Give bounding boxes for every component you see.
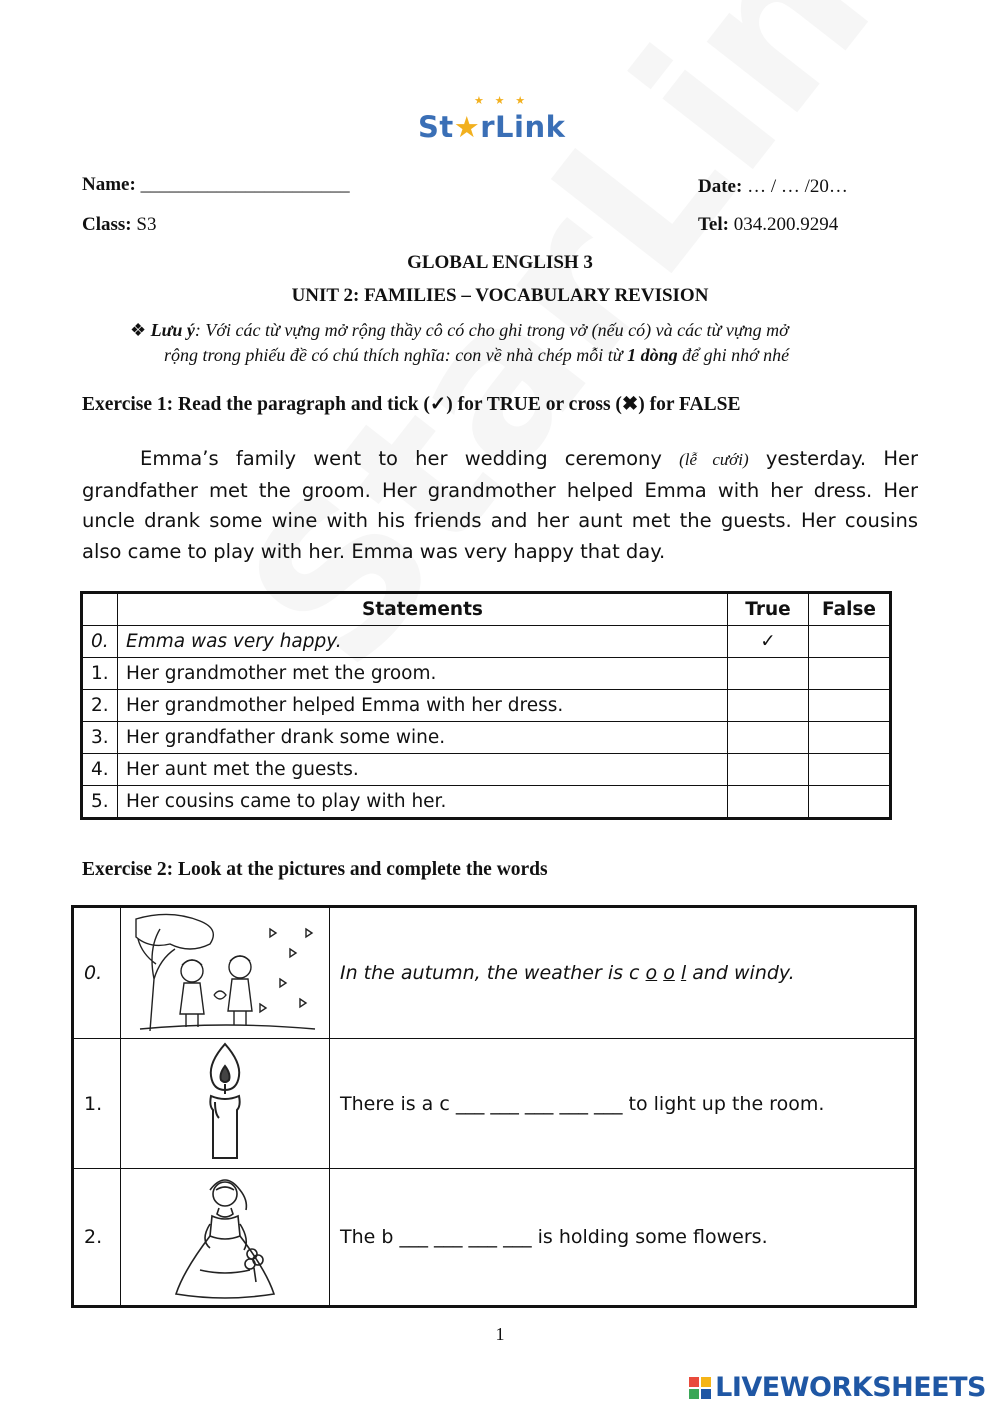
bride-icon (170, 1170, 280, 1300)
false-cell[interactable] (809, 626, 891, 658)
liveworksheets-badge-icon (689, 1375, 711, 1397)
exercise-2-title: Exercise 2: Look at the pictures and complete the words (82, 859, 548, 880)
true-false-table (80, 591, 892, 820)
true-cell[interactable] (728, 754, 809, 786)
sentence-0: In the autumn, the weather is c o o l and windy. (330, 907, 916, 1039)
exercise-1-title: Exercise 1: Read the paragraph and tick (✓) for TRUE or cross (✖) for FALSE (82, 394, 741, 415)
statements-header: Statements (118, 593, 728, 626)
true-cell[interactable] (728, 722, 809, 754)
liveworksheets-logo: LIVEWORKSHEETS (689, 1372, 986, 1403)
note: ❖ Lưu ý: Với các từ vựng mở rộng thầy cô có cho ghi trong vở (nếu có) và các từ vựng mở rộng trong phiếu đề có chú thích nghĩa: con về nhà chép mỗi từ 1 dòng để ghi nhớ nhé (130, 320, 790, 365)
table-header-row (82, 593, 891, 626)
true-cell[interactable]: ✓ (728, 626, 809, 658)
table-row: 5. Her cousins came to play with her. (82, 786, 891, 819)
table-row: 2. Her grandmother helped Emma with her dress. (82, 690, 891, 722)
picture-words-table (71, 905, 917, 1308)
logo-stars-icon: ★ ★ ★ (474, 95, 530, 107)
bride-illustration (121, 1169, 330, 1307)
exercise-1-paragraph: Emma’s family went to her wedding ceremony (lễ cưới) yesterday. Her grandfather met the groom. Her grandmother helped Emma with her dress. Her uncle drank some wine with his friends and her aunt met the guests. Her cousins also came to play with her. Emma was very happy that day. (82, 447, 918, 563)
table-row: 1. Her grandmother met the groom. (82, 658, 891, 690)
page-number: 1 (495, 1324, 505, 1344)
false-cell[interactable] (809, 786, 891, 819)
false-cell[interactable] (809, 754, 891, 786)
true-cell[interactable] (728, 658, 809, 690)
name-field[interactable]: Name: ______________________ (82, 174, 350, 195)
autumn-children-illustration (121, 907, 330, 1039)
false-cell[interactable] (809, 690, 891, 722)
true-header: True (728, 593, 809, 626)
false-cell[interactable] (809, 658, 891, 690)
table-row: 0. In the autumn, the weather is c o o l and windy. (73, 907, 916, 1039)
table-row: 3. Her grandfather drank some wine. (82, 722, 891, 754)
false-cell[interactable] (809, 722, 891, 754)
true-cell[interactable] (728, 786, 809, 819)
candle-illustration (121, 1039, 330, 1169)
true-cell[interactable] (728, 690, 809, 722)
page-title: GLOBAL ENGLISH 3 (407, 252, 593, 273)
sentence-2: The b ___ ___ ___ ___ is holding some flowers. (330, 1169, 916, 1307)
autumn-children-icon (130, 909, 320, 1033)
class-field: Class: S3 (82, 214, 157, 235)
candle-icon (185, 1040, 265, 1162)
starlink-logo: ★ ★ ★ St★rLink (418, 95, 566, 144)
false-header: False (809, 593, 891, 626)
table-row: 0. Emma was very happy. ✓ (82, 626, 891, 658)
diamond-bullet-icon: ❖ (130, 320, 147, 340)
page-subtitle: UNIT 2: FAMILIES – VOCABULARY REVISION (291, 285, 709, 306)
date-field[interactable]: Date: … / … /20… (698, 176, 848, 197)
table-row: 1. There is a c ___ ___ ___ ___ ___ to light up the room. (73, 1039, 916, 1169)
table-row: 4. Her aunt met the guests. (82, 754, 891, 786)
table-row: 2. The b ___ ___ ___ ___ is holding some flowers. (73, 1169, 916, 1307)
sentence-1: There is a c ___ ___ ___ ___ ___ to light up the room. (330, 1039, 916, 1169)
tel-field: Tel: 034.200.9294 (698, 214, 839, 235)
